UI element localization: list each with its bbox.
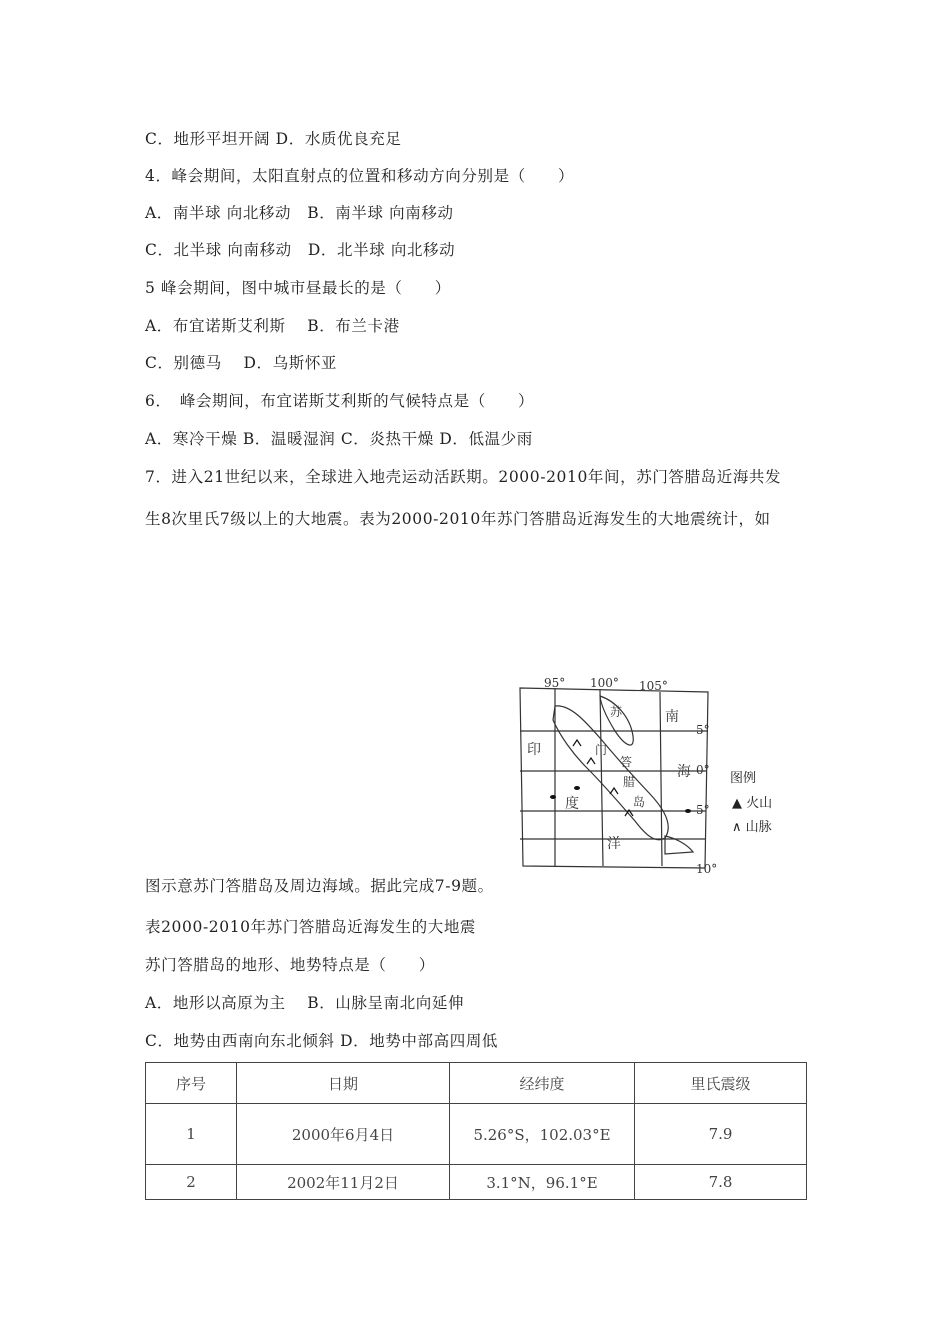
lon-label: 105° (639, 679, 668, 693)
volcano-icon: ▲ (732, 796, 742, 811)
lon-label: 100° (590, 676, 619, 690)
table-header-row (146, 1063, 807, 1104)
mountain-marker (573, 740, 581, 746)
question-sumatra-options-cd: C．地势由西南向东北倾斜 D．地势中部高四周低 (145, 1032, 499, 1050)
sea-label: 南 (665, 709, 679, 725)
island-label: 苏 (610, 705, 623, 719)
lat-label: 5° (696, 803, 710, 817)
island-label: 腊 (623, 775, 636, 789)
legend-item-mountain: ∧ 山脉 (732, 820, 772, 835)
sumatra-map (515, 676, 725, 876)
island-label: 岛 (633, 795, 646, 809)
lat-label: 0° (696, 763, 710, 777)
question-4-options-cd: C．北半球 向南移动 D．北半球 向北移动 (145, 241, 456, 259)
line-1: C．地形平坦开阔 D．水质优良充足 (145, 130, 402, 148)
table-cell: 7.8 (635, 1165, 807, 1200)
sea-label: 洋 (607, 836, 621, 852)
earthquake-table (145, 1062, 807, 1200)
table-cell: 3.1°N，96.1°E (450, 1165, 635, 1200)
sea-label: 海 (677, 764, 691, 780)
sea-label: 度 (565, 796, 579, 812)
question-6: 6． 峰会期间，布宜诺斯艾利斯的气候特点是（ ） (145, 392, 535, 410)
legend-item-volcano: ▲ 火山 (732, 796, 773, 811)
question-sumatra: 苏门答腊岛的地形、地势特点是（ ） (145, 956, 435, 974)
table-row (146, 1104, 807, 1165)
volcano-marker (685, 809, 691, 813)
question-6-options: A．寒冷干燥 B．温暖湿润 C．炎热干燥 D．低温少雨 (145, 430, 533, 448)
lat-label: 10° (696, 862, 718, 876)
mountain-marker (610, 788, 618, 794)
lon-label: 95° (544, 676, 566, 690)
table-cell: 2 (146, 1165, 237, 1200)
volcano-marker (550, 795, 556, 799)
question-7-line-1: 7．进入21世纪以来，全球进入地壳运动活跃期。2000-2010年间，苏门答腊岛近海共发 (145, 468, 782, 486)
table-row (146, 1165, 807, 1200)
question-7-line-2: 生8次里氏7级以上的大地震。表为2000-2010年苏门答腊岛近海发生的大地震统计，如 (145, 510, 771, 528)
island-west (600, 696, 633, 745)
mountain-icon: ∧ (732, 820, 742, 835)
question-5-options-ab: A．布宜诺斯艾利斯 B．布兰卡港 (145, 317, 400, 335)
map-legend (732, 792, 772, 840)
question-4-options-ab: A．南半球 向北移动 B．南半球 向南移动 (145, 204, 454, 222)
table-header: 经纬度 (450, 1063, 635, 1104)
question-sumatra-options-ab: A．地形以高原为主 B．山脉呈南北向延伸 (145, 994, 465, 1012)
sumatra-outline (553, 706, 668, 840)
table-caption: 表2000-2010年苏门答腊岛近海发生的大地震 (145, 918, 477, 936)
table-cell: 2002年11月2日 (237, 1165, 450, 1200)
question-4: 4．峰会期间，太阳直射点的位置和移动方向分别是（ ） (145, 167, 575, 185)
sea-label: 印 (527, 742, 541, 758)
table-cell: 1 (146, 1104, 237, 1165)
lat-label: 5° (696, 723, 710, 737)
island-label: 门 (595, 743, 608, 757)
table-cell: 2000年6月4日 (237, 1104, 450, 1165)
mountain-marker (587, 758, 595, 764)
table-header: 里氏震级 (635, 1063, 807, 1104)
table-cell: 7.9 (635, 1104, 807, 1165)
table-header: 序号 (146, 1063, 237, 1104)
question-7-line-3: 图示意苏门答腊岛及周边海域。据此完成7-9题。 (145, 877, 494, 895)
table-header: 日期 (237, 1063, 450, 1104)
table-cell: 5.26°S，102.03°E (450, 1104, 635, 1165)
question-5: 5 峰会期间，图中城市昼最长的是（ ） (145, 279, 451, 297)
legend-title-label: 图例 (730, 771, 757, 786)
volcano-marker (574, 786, 580, 790)
island-label: 答 (620, 755, 633, 769)
question-5-options-cd: C．别德马 D．乌斯怀亚 (145, 354, 338, 372)
